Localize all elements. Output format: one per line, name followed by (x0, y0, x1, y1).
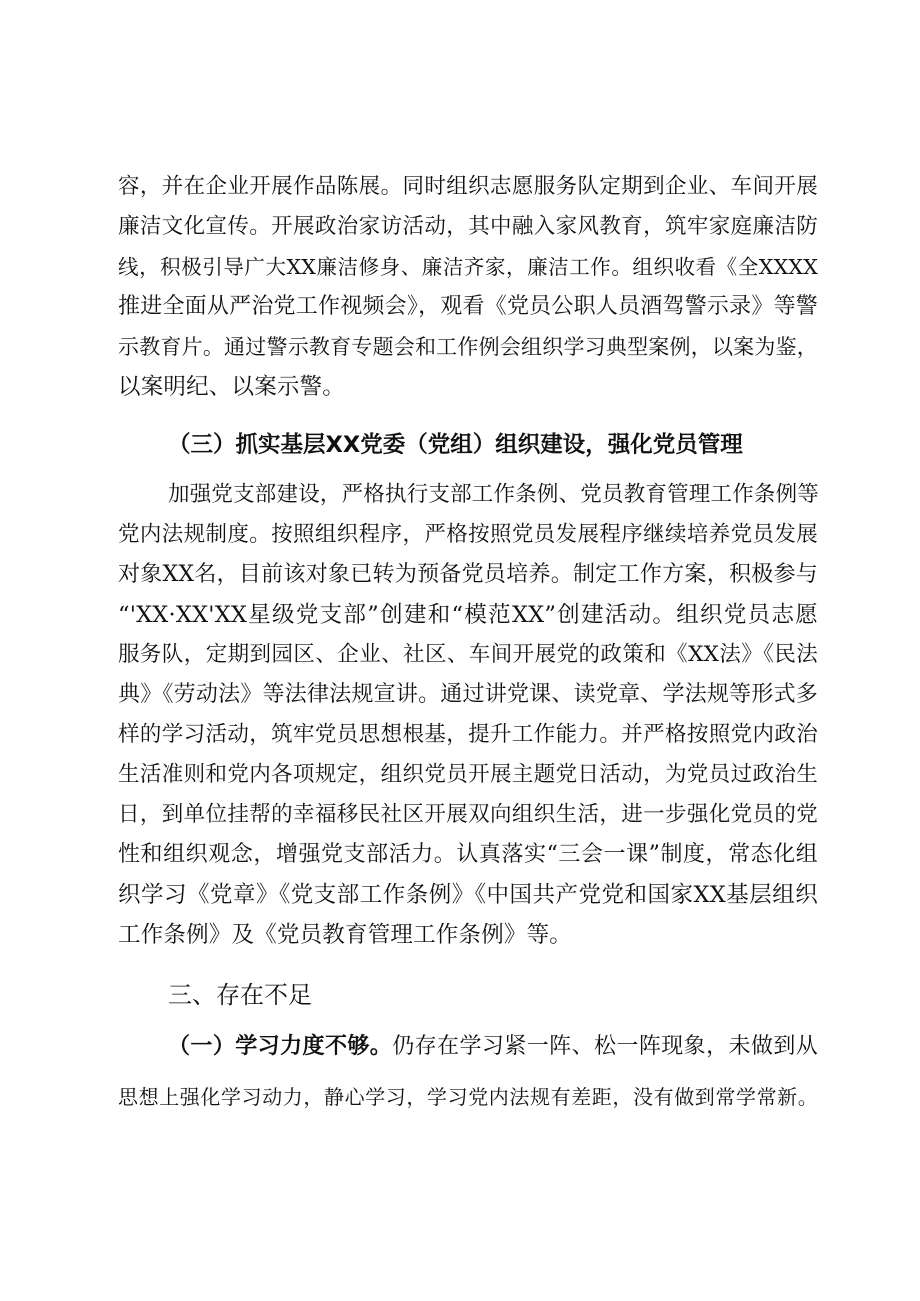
paragraph-line: 典》《劳动法》等法律法规宣讲。通过讲党课、读党章、学法规等形式多 (118, 682, 818, 707)
paragraph-line: “'XX·XX'XX星级党支部”创建和“模范XX”创建活动。组织党员志愿 (118, 602, 818, 628)
paragraph-line: 加强党支部建设，严格执行支部工作条例、党员教育管理工作条例等 (168, 482, 820, 507)
paragraph-line: 线，积极引导广大XX廉洁修身、廉洁齐家，廉洁工作。组织收看《全XXXX (118, 255, 818, 279)
paragraph-line: 推进全面从严治党工作视频会》，观看《党员公职人员酒驾警示录》等警 (118, 294, 818, 319)
paragraph-line: 示教育片。通过警示教育专题会和工作例会组织学习典型案例，以案为鉴， (118, 335, 818, 359)
paragraph-text: 仍存在学习紧一阵、松一阵现象，未做到从 (392, 1034, 818, 1059)
section-title: 三、存在不足 (168, 981, 312, 1009)
paragraph-line: 容，并在企业开展作品陈展。同时组织志愿服务队定期到企业、车间开展 (118, 174, 818, 199)
paragraph-line: 工作条例》及《党员教育管理工作条例》等。 (118, 922, 573, 948)
bold-lead-text: （一）学习力度不够。 (168, 1034, 393, 1059)
paragraph-line: 廉洁文化宣传。开展政治家访活动，其中融入家风教育，筑牢家庭廉洁防 (118, 214, 818, 239)
paragraph-line: 性和组织观念，增强党支部活力。认真落实“三会一课”制度，常态化组 (118, 842, 818, 867)
paragraph-line: 样的学习活动，筑牢党员思想根基，提升工作能力。并严格按照党内政治 (118, 722, 818, 747)
paragraph-line: 生活准则和党内各项规定，组织党员开展主题党日活动，为党员过政治生 (118, 762, 818, 787)
paragraph-line: 思想上强化学习动力，静心学习，学习党内法规有差距，没有做到常学常新。 (118, 1085, 818, 1109)
paragraph-line: 对象XX名，目前该对象已转为预备党员培养。制定工作方案，积极参与 (118, 562, 818, 587)
paragraph-line: 日，到单位挂帮的幸福移民社区开展双向组织生活，进一步强化党员的党 (118, 802, 818, 827)
paragraph-line: 织学习《党章》《党支部工作条例》《中国共产党党和国家XX基层组织 (118, 882, 818, 908)
paragraph-line (168, 1032, 818, 1062)
paragraph-line: 党内法规制度。按照组织程序，严格按照党员发展程序继续培养党员发展 (118, 522, 818, 547)
paragraph-line: 以案明纪、以案示警。 (118, 374, 346, 400)
paragraph-line: 服务队，定期到园区、企业、社区、车间开展党的政策和《XX法》《民法 (118, 642, 818, 667)
subheading: （三）抓实基层XX党委（党组）组织建设，强化党员管理 (168, 432, 743, 458)
